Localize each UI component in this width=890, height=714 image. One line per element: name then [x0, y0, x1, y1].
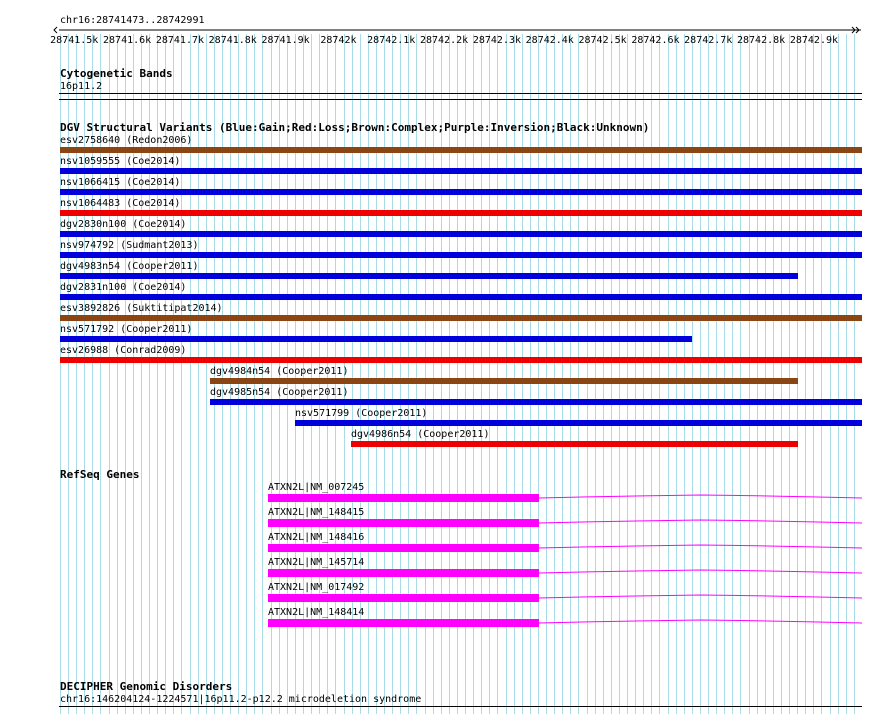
dgv-variant-label[interactable]: nsv974792 (Sudmant2013) [60, 240, 199, 251]
refseq-gene-label[interactable]: ATXN2L|NM_148415 [268, 507, 365, 518]
refseq-intron-line [539, 620, 862, 623]
dgv-variant-label[interactable]: esv26988 (Conrad2009) [60, 345, 187, 356]
ruler-tick-label: 28741.8k [208, 35, 257, 46]
dgv-variant-label[interactable]: nsv571792 (Cooper2011) [60, 324, 193, 335]
ruler-tick-label: 28742.8k [736, 35, 786, 46]
dgv-variant-label[interactable]: dgv4985n54 (Cooper2011) [210, 387, 349, 398]
ruler-tick-label: 28741.9k [261, 35, 310, 46]
dgv-track-title: DGV Structural Variants (Blue:Gain;Red:Loss;Brown:Complex;Purple:Inversion;Black:Unknown) [60, 121, 650, 134]
decipher-line [59, 706, 862, 707]
ruler-tick-label: 28742.9k [789, 35, 839, 46]
refseq-gene-label[interactable]: ATXN2L|NM_145714 [268, 557, 365, 568]
ruler-tick-label: 28742.3k [472, 35, 522, 46]
ruler-tick-label: 28742.6k [631, 35, 680, 46]
decipher-entry[interactable]: chr16:146204124-1224571|16p11.2-p12.2 microdeletion syndrome [60, 694, 422, 705]
refseq-gene-label[interactable]: ATXN2L|NM_148414 [268, 607, 365, 618]
ruler-tick-label: 28742.5k [578, 35, 627, 46]
dgv-variant-label[interactable]: dgv4986n54 (Cooper2011) [351, 429, 490, 440]
ruler-tick-label: 28741.6k [103, 35, 152, 46]
refseq-intron-line [539, 545, 862, 548]
refseq-track-title: RefSeq Genes [60, 468, 140, 481]
dgv-variant-label[interactable]: dgv4983n54 (Cooper2011) [60, 261, 199, 272]
refseq-intron-line [539, 495, 862, 498]
ruler-tick-label: 28742.7k [684, 35, 733, 46]
dgv-variant-label[interactable]: esv3892826 (Suktitipat2014) [60, 303, 223, 314]
dgv-variant-label[interactable]: dgv2830n100 (Coe2014) [60, 219, 187, 230]
dgv-variant-label[interactable]: dgv2831n100 (Coe2014) [60, 282, 187, 293]
decipher-track-title: DECIPHER Genomic Disorders [60, 680, 233, 693]
dgv-variant-label[interactable]: dgv4984n54 (Cooper2011) [210, 366, 349, 377]
dgv-variant-label[interactable]: nsv1066415 (Coe2014) [60, 177, 181, 188]
refseq-intron-line [539, 520, 862, 523]
dgv-variant-label[interactable]: esv2758640 (Redon2006) [60, 135, 193, 146]
ruler-tick-label: 28742k [320, 35, 357, 46]
refseq-intron-line [539, 570, 862, 573]
ruler-tick-label: 28742.2k [419, 35, 469, 46]
ruler-tick-label: 28742.4k [525, 35, 574, 46]
dgv-variant-label[interactable]: nsv1064483 (Coe2014) [60, 198, 181, 209]
refseq-intron-line [539, 595, 862, 598]
refseq-gene-label[interactable]: ATXN2L|NM_007245 [268, 482, 365, 493]
dgv-variant-label[interactable]: nsv1059555 (Coe2014) [60, 156, 181, 167]
ruler-tick-label: 28741.7k [155, 35, 205, 46]
ruler-region-label: chr16:28741473..28742991 [60, 15, 205, 26]
ruler-tick-label: 28742.1k [367, 35, 416, 46]
cytoband-track-title: Cytogenetic Bands [60, 67, 173, 80]
dgv-variant-label[interactable]: nsv571799 (Cooper2011) [295, 408, 428, 419]
cytoband-label[interactable]: 16p11.2 [60, 81, 103, 92]
refseq-gene-label[interactable]: ATXN2L|NM_017492 [268, 582, 365, 593]
refseq-gene-label[interactable]: ATXN2L|NM_148416 [268, 532, 365, 543]
ruler-tick-label: 28741.5k [50, 35, 99, 46]
